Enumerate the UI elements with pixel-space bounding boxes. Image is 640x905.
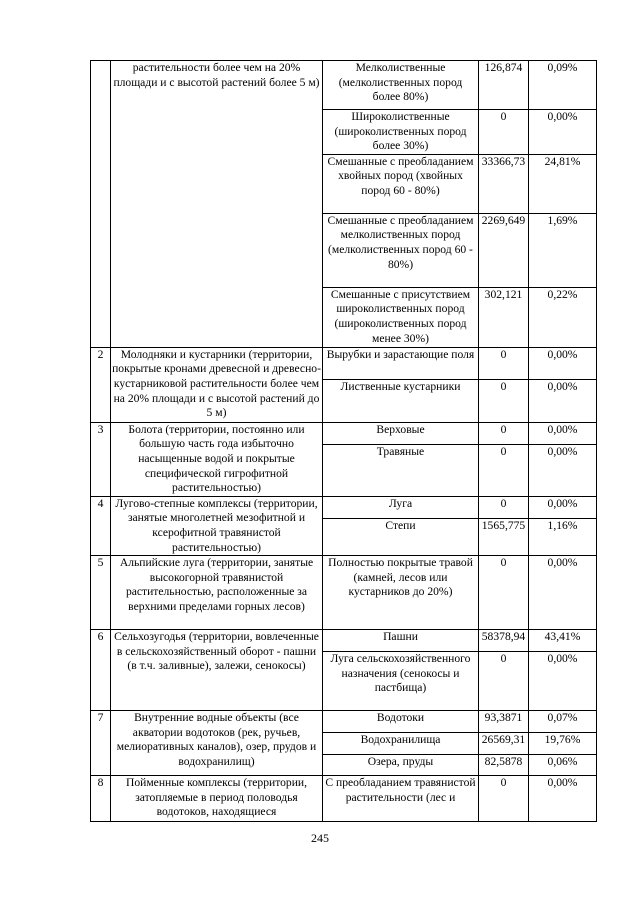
page-number: 245 — [311, 831, 329, 845]
percent-cell: 0,00% — [529, 556, 597, 630]
row-number-cell: 4 — [91, 496, 111, 555]
area-cell: 0 — [479, 776, 529, 822]
type-cell: Луга — [323, 496, 479, 518]
table-row — [91, 347, 597, 379]
area-cell: 0 — [479, 652, 529, 711]
table-row — [91, 496, 597, 518]
type-cell: Смешанные с присутствием широколиственных пород (широколиственных пород менее 30%) — [323, 287, 479, 347]
land-cover-table — [90, 60, 597, 822]
type-cell: Водотоки — [323, 711, 479, 733]
category-cell: Лугово-степные комплексы (территории, занятые многолетней мезофитной и ксерофитной травянистой растительностью) — [111, 496, 323, 555]
percent-cell: 0,00% — [529, 444, 597, 496]
category-cell: Болота (территории, постоянно или большую часть года избыточно насыщенные водой и покрытые специфической гигрофитной растительностью) — [111, 422, 323, 496]
percent-cell: 0,00% — [529, 110, 597, 155]
area-cell: 93,3871 — [479, 711, 529, 733]
type-cell: Смешанные с преобладанием мелколиственных пород (мелколиственных пород 60 - 80%) — [323, 213, 479, 287]
area-cell: 2269,649 — [479, 213, 529, 287]
category-cell: растительности более чем на 20% площади и с высотой растений более 5 м) — [111, 61, 323, 348]
row-number-cell: 7 — [91, 711, 111, 776]
area-cell: 0 — [479, 110, 529, 155]
row-number-cell: 2 — [91, 347, 111, 422]
category-cell: Пойменные комплексы (территории, затопляемые в период половодья водотоков, находящиеся — [111, 776, 323, 822]
type-cell: Верховые — [323, 422, 479, 444]
type-cell: Луга сельскохозяйственного назначения (сенокосы и пастбища) — [323, 652, 479, 711]
category-cell: Альпийские луга (территории, занятые высокогорной травянистой растительностью, расположенные за верхними пределами горных лесов) — [111, 556, 323, 630]
table-row — [91, 556, 597, 630]
area-cell: 0 — [479, 496, 529, 518]
category-cell: Молодняки и кустарники (территории, покрытые кронами древесной и древесно-кустарниковой растительности более чем на 20% площади и с высотой растений до 5 м) — [111, 347, 323, 422]
percent-cell: 0,07% — [529, 711, 597, 733]
percent-cell: 0,00% — [529, 347, 597, 379]
table-row — [91, 422, 597, 444]
type-cell: Озера, пруды — [323, 755, 479, 776]
type-cell: Широколиственные (широколиственных пород более 30%) — [323, 110, 479, 155]
percent-cell: 1,16% — [529, 518, 597, 555]
percent-cell: 43,41% — [529, 630, 597, 652]
row-number-cell: 3 — [91, 422, 111, 496]
area-cell: 0 — [479, 379, 529, 422]
area-cell: 126,874 — [479, 61, 529, 110]
row-number-cell: 5 — [91, 556, 111, 630]
percent-cell: 0,00% — [529, 776, 597, 822]
type-cell: Пашни — [323, 630, 479, 652]
area-cell: 0 — [479, 556, 529, 630]
type-cell: Травяные — [323, 444, 479, 496]
type-cell: Степи — [323, 518, 479, 555]
type-cell: Мелколиственные (мелколиственных пород более 80%) — [323, 61, 479, 110]
row-number-cell: 8 — [91, 776, 111, 822]
type-cell: Смешанные с преобладанием хвойных пород (хвойных пород 60 - 80%) — [323, 154, 479, 213]
area-cell: 82,5878 — [479, 755, 529, 776]
area-cell: 1565,775 — [479, 518, 529, 555]
area-cell: 33366,73 — [479, 154, 529, 213]
percent-cell: 0,22% — [529, 287, 597, 347]
percent-cell: 0,09% — [529, 61, 597, 110]
category-cell: Внутренние водные объекты (все акватории водотоков (рек, ручьев, мелиоративных каналов), озер, прудов и водохранилищ) — [111, 711, 323, 776]
area-cell: 58378,94 — [479, 630, 529, 652]
percent-cell: 24,81% — [529, 154, 597, 213]
type-cell: Вырубки и зарастающие поля — [323, 347, 479, 379]
percent-cell: 0,06% — [529, 755, 597, 776]
area-cell: 302,121 — [479, 287, 529, 347]
row-number-cell — [91, 61, 111, 348]
row-number-cell: 6 — [91, 630, 111, 711]
type-cell: Полностью покрытые травой (камней, лесов или кустарников до 20%) — [323, 556, 479, 630]
type-cell: Лиственные кустарники — [323, 379, 479, 422]
table-row — [91, 711, 597, 733]
percent-cell: 19,76% — [529, 733, 597, 755]
percent-cell: 0,00% — [529, 422, 597, 444]
type-cell: Водохранилища — [323, 733, 479, 755]
area-cell: 0 — [479, 347, 529, 379]
table-row — [91, 61, 597, 110]
table-row — [91, 630, 597, 652]
category-cell: Сельхозугодья (территории, вовлеченные в сельскохозяйственный оборот - пашни (в т.ч. заливные), залежи, сенокосы) — [111, 630, 323, 711]
percent-cell: 0,00% — [529, 379, 597, 422]
area-cell: 0 — [479, 422, 529, 444]
area-cell: 0 — [479, 444, 529, 496]
percent-cell: 0,00% — [529, 652, 597, 711]
type-cell: С преобладанием травянистой растительности (лес и — [323, 776, 479, 822]
area-cell: 26569,31 — [479, 733, 529, 755]
percent-cell: 1,69% — [529, 213, 597, 287]
percent-cell: 0,00% — [529, 496, 597, 518]
table-row — [91, 776, 597, 822]
